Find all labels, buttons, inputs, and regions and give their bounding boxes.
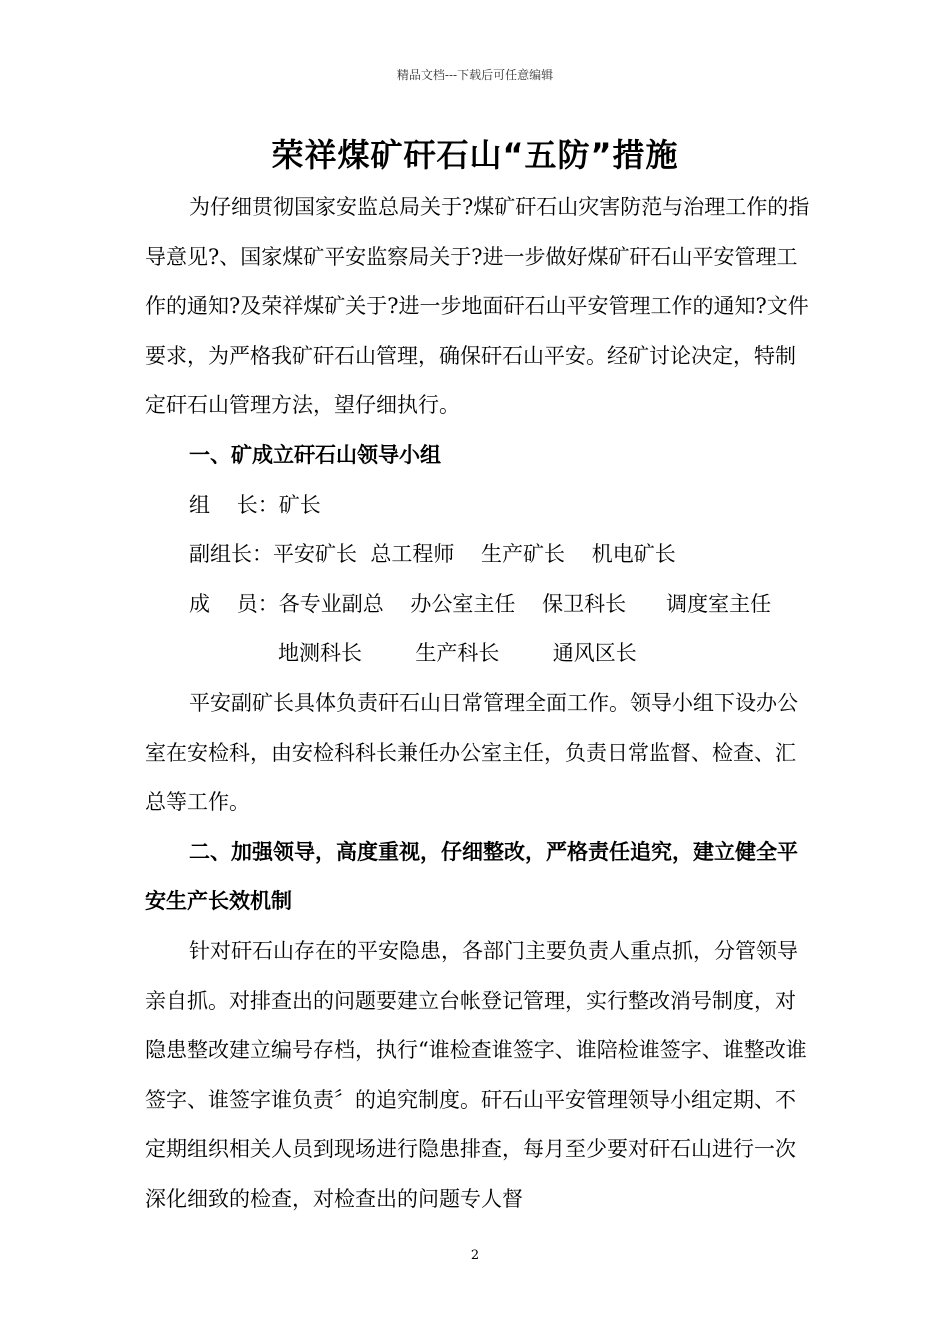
- section-heading-2: 二、加强领导，高度重视，仔细整改，严格责任追究，建立健全平安生产长效机制: [145, 839, 798, 914]
- document-body: [145, 183, 810, 1224]
- section-heading-1: 一、矿成立矸石山领导小组: [189, 442, 441, 467]
- members-line-2: 地测科长 生产科长 通风区长: [278, 641, 637, 666]
- deputy-leader-line: 副组长：平安矿长 总工程师 生产矿长 机电矿长: [189, 542, 676, 567]
- members-line-1: 成 员：各专业副总 办公室主任 保卫科长 调度室主任: [189, 591, 772, 616]
- section-2-paragraph: 针对矸石山存在的平安隐患，各部门主要负责人重点抓，分管领导亲自抓。对排查出的问题要建立台帐登记管理，实行整改消号制度，对隐患整改建立编号存档，执行“谁检查谁签字、谁陪检谁签字、谁整改谁签字、谁签字谁负责〞的追究制度。矸石山平安管理领导小组定期、不定期组织相关人员到现场进行隐患排查，每月至少要对矸石山进行一次深化细致的检查，对检查出的问题专人督: [145, 938, 807, 1211]
- intro-paragraph: 为仔细贯彻国家安监总局关于?煤矿矸石山灾害防范与治理工作的指导意见?、国家煤矿平安监察局关于?进一步做好煤矿矸石山平安管理工作的通知?及荣祥煤矿关于?进一步地面矸石山平安管理工作的通知?文件要求，为严格我矿矸石山管理，确保矸石山平安。经矿讨论决定，特制定矸石山管理方法，望仔细执行。: [145, 195, 810, 418]
- page-number: 2: [470, 1248, 480, 1263]
- page-header: 精品文档---下载后可任意编辑: [396, 68, 554, 82]
- document-title: 荣祥煤矿矸石山“五防”措施: [271, 136, 679, 174]
- group-leader-line: 组 长：矿长: [189, 492, 321, 517]
- office-paragraph: 平安副矿长具体负责矸石山日常管理全面工作。领导小组下设办公室在安检科，由安检科科长兼任办公室主任，负责日常监督、检查、汇总等工作。: [145, 690, 798, 815]
